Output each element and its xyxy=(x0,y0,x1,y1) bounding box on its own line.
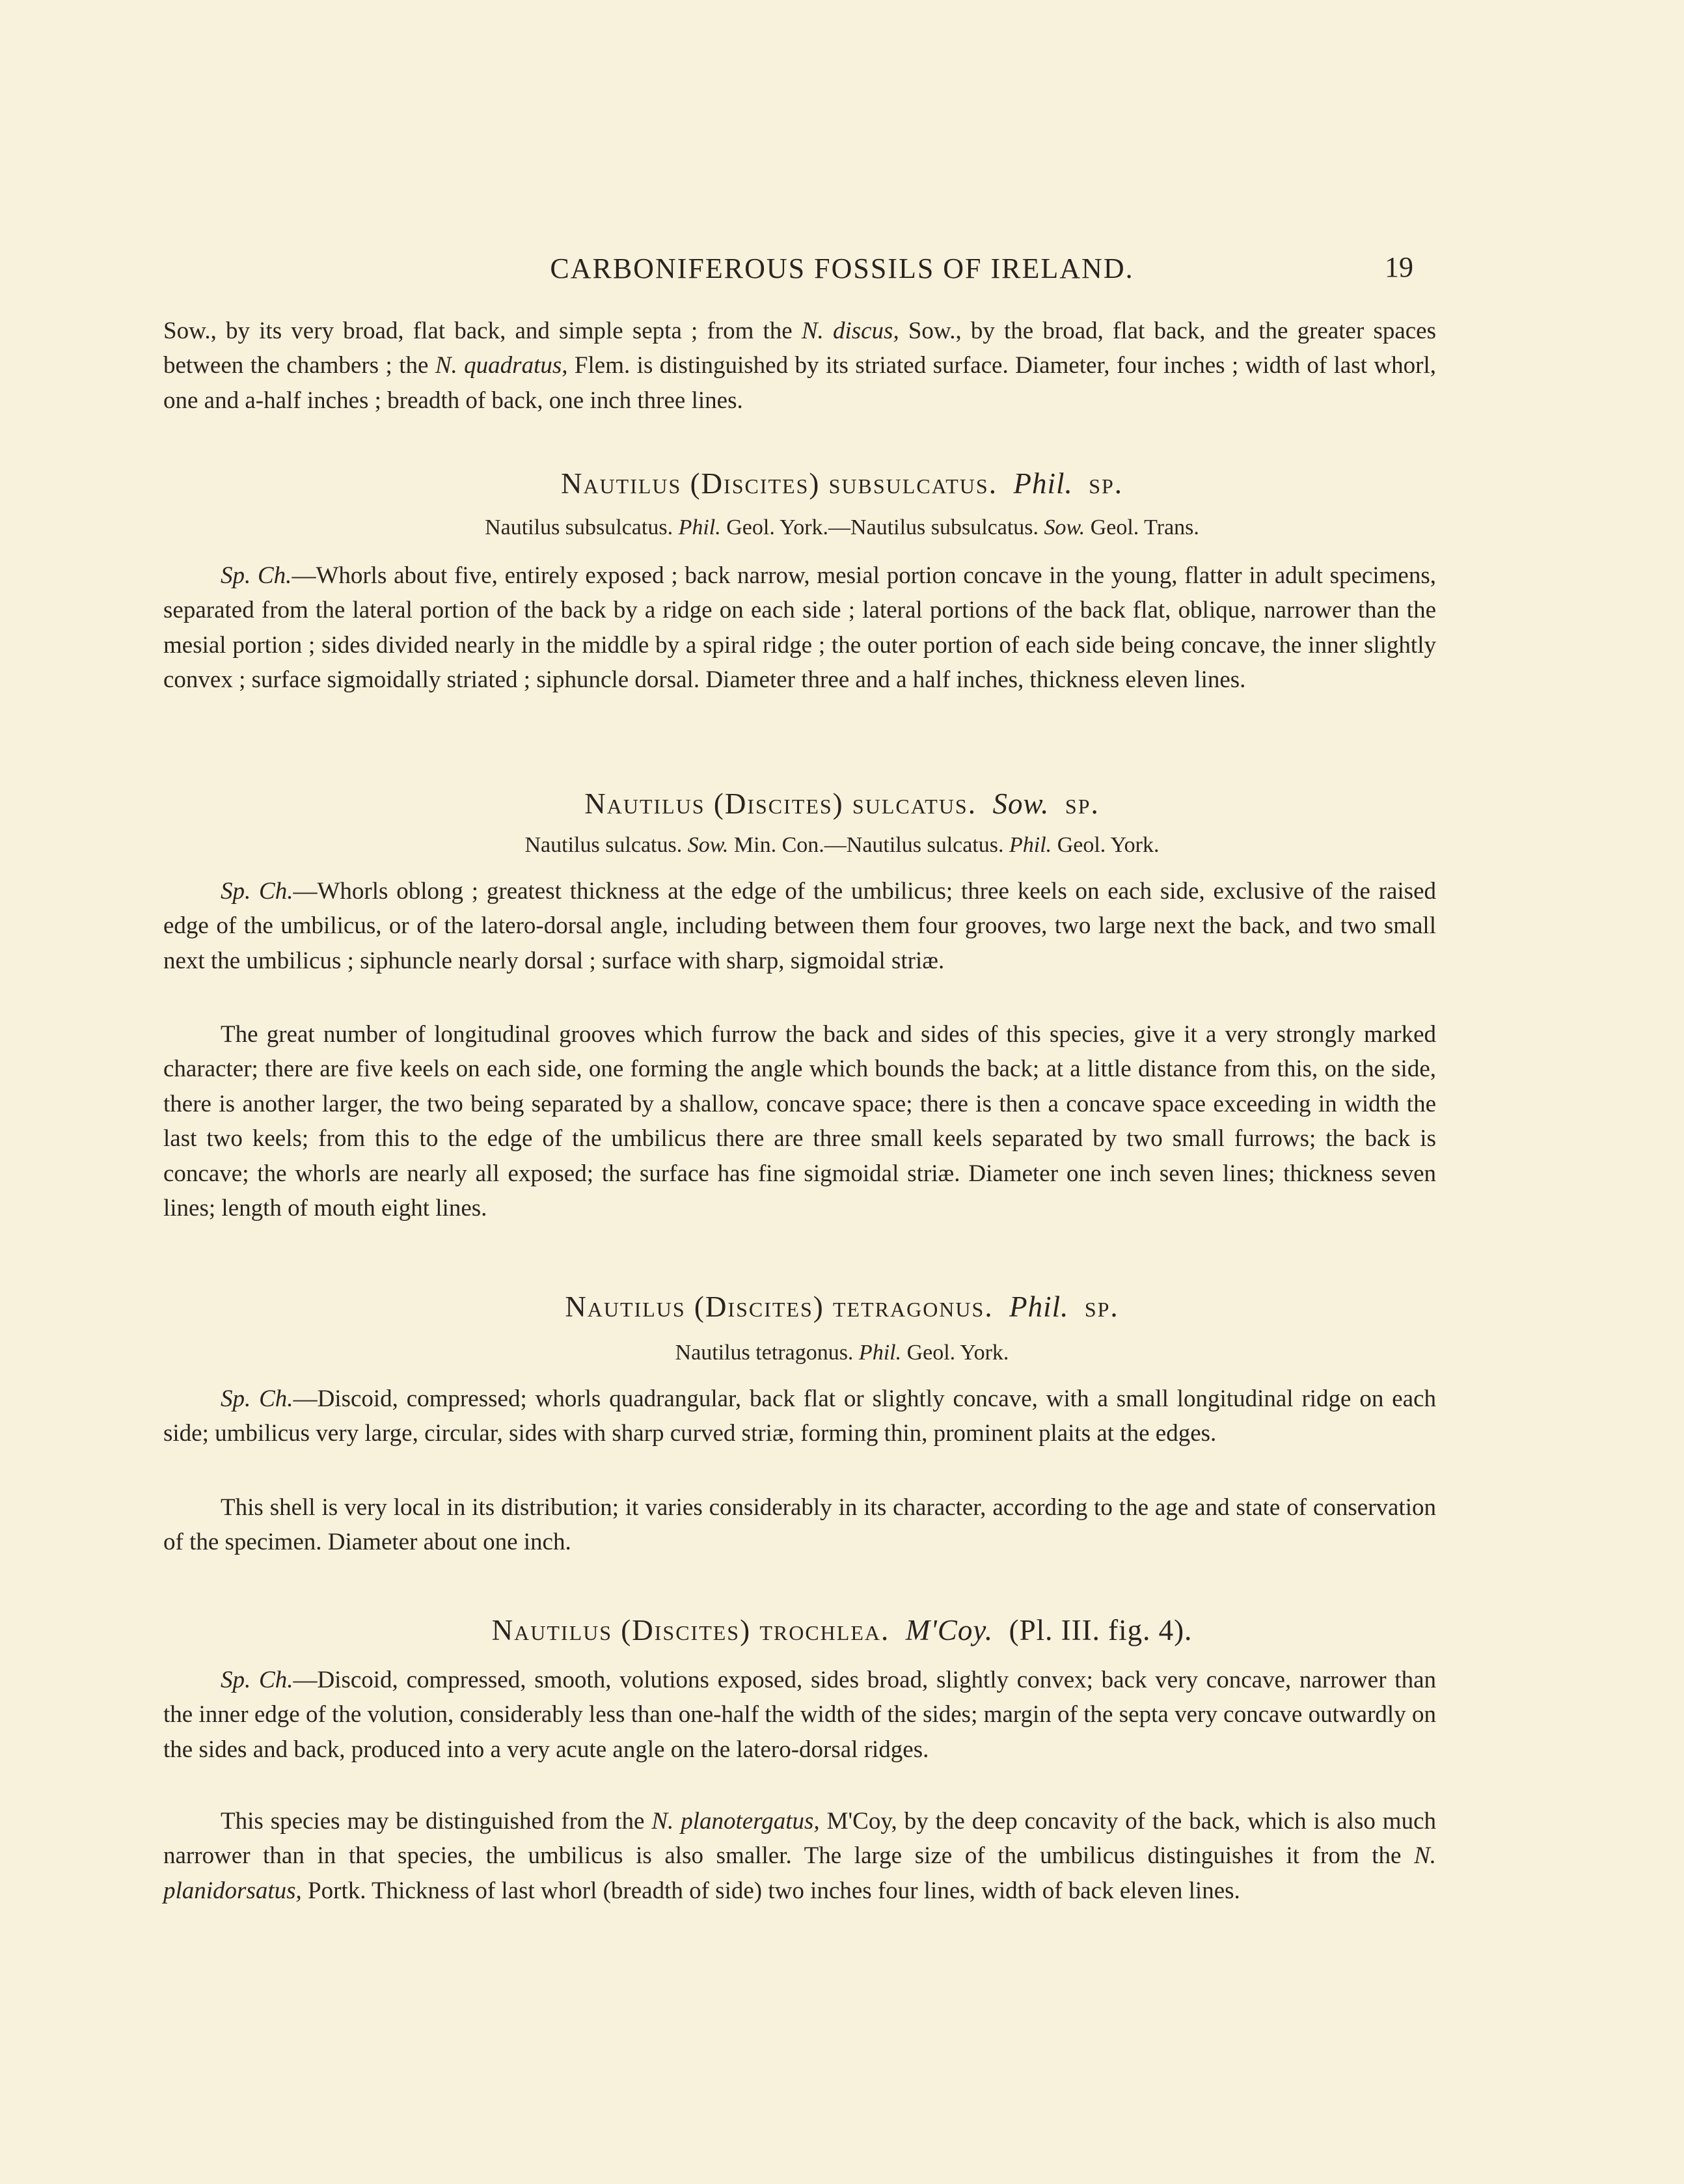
sp-ch-text: —Discoid, compressed, smooth, volutions exposed, sides broad, slightly convex; back very concave, narrower than the inner edge of the volution, considerably less than one-half the width of the sides; margin of the septa very concave outwardly on the sides and back, produced into a very acute angle on the latero-dorsal ridges. xyxy=(163,1667,1436,1763)
characters-trochlea xyxy=(163,1663,1436,1767)
intro-species-discus: N. discus, xyxy=(801,318,899,344)
species-author: M'Coy. xyxy=(905,1614,994,1646)
synonymy-author: Sow. xyxy=(1044,515,1085,539)
species-author: Phil. xyxy=(1009,1290,1069,1323)
synonymy-subsulcatus xyxy=(0,515,1684,540)
desc-species-planotergatus: N. planotergatus, xyxy=(651,1808,820,1835)
synonymy-sulcatus xyxy=(0,833,1684,858)
characters-subsulcatus xyxy=(163,558,1436,698)
desc-text-3: Portk. Thickness of last whorl (breadth of side) two inches four lines, width of back eleven lines. xyxy=(301,1877,1240,1904)
characters-tetragonus xyxy=(163,1382,1436,1451)
description-sulcatus: The great number of longitudinal grooves which furrow the back and sides of this species, give it a very strongly marked character; there are five keels on each side, one forming the angle which bounds the back; at a little distance from this, on the side, there is another larger, the two being separated by a shallow, concave space; there is then a concave space exceeding in width the last two keels; from this to the edge of the umbilicus there are three small keels separated by two small furrows; the back is concave; the whorls are nearly all exposed; the surface has fine sigmoidal striæ. Diameter one inch seven lines; thickness seven lines; length of mouth eight lines. xyxy=(163,1021,1436,1222)
species-heading-trochlea xyxy=(0,1613,1684,1647)
sp-ch-label: Sp. Ch. xyxy=(221,878,293,905)
sp-ch-text: —Whorls about five, entirely exposed ; back narrow, mesial portion concave in the young, flatter in adult specimens, separated from the lateral portion of the back by a ridge on each side ; lateral portions of the back flat, oblique, narrower than the mesial portion ; sides divided nearly in the middle by a spiral ridge ; the outer portion of each side being concave, the inner slightly convex ; surface sigmoidally striated ; siphuncle dorsal. Diameter three and a half inches, thickness eleven lines. xyxy=(163,562,1436,694)
synonymy-text: Geol. York. xyxy=(1057,833,1160,857)
sp-ch-label: Sp. Ch. xyxy=(221,1667,293,1693)
synonymy-text: Min. Con.—Nautilus sulcatus. xyxy=(733,833,1004,857)
desc-text-1: This species may be distinguished from the xyxy=(221,1808,652,1835)
species-name: Nautilus (Discites) tetragonus. xyxy=(565,1290,994,1323)
species-name: Nautilus (Discites) sulcatus. xyxy=(584,787,977,820)
species-heading-subsulcatus xyxy=(0,467,1684,500)
species-heading-tetragonus xyxy=(0,1290,1684,1324)
species-name: Nautilus (Discites) trochlea. xyxy=(491,1614,890,1646)
synonymy-text: Geol. York. xyxy=(906,1341,1009,1365)
intro-paragraph xyxy=(163,314,1436,418)
synonymy-text: Nautilus tetragonus. xyxy=(675,1341,854,1365)
intro-text-1: Sow., by its very broad, flat back, and simple septa ; from the xyxy=(163,318,802,344)
synonymy-tetragonus xyxy=(0,1341,1684,1365)
plate-reference: (Pl. III. fig. 4). xyxy=(1009,1614,1193,1646)
synonymy-text: Nautilus subsulcatus. xyxy=(485,515,673,539)
synonymy-text: Geol. York.—Nautilus subsulcatus. xyxy=(726,515,1039,539)
running-title: CARBONIFEROUS FOSSILS OF IRELAND. xyxy=(550,253,1134,284)
species-author: Sow. xyxy=(992,787,1050,820)
species-sp-mark: sp. xyxy=(1089,467,1124,500)
synonymy-author: Phil. xyxy=(1009,833,1052,857)
synonymy-author: Sow. xyxy=(687,833,729,857)
running-header xyxy=(0,249,1684,295)
synonymy-author: Phil. xyxy=(678,515,721,539)
page-number: 19 xyxy=(1385,251,1413,283)
species-sp-mark: sp. xyxy=(1065,787,1100,820)
synonymy-text: Nautilus sulcatus. xyxy=(524,833,683,857)
intro-species-quadratus: N. quadratus, xyxy=(435,352,568,379)
species-name: Nautilus (Discites) subsulcatus. xyxy=(560,467,998,500)
synonymy-author: Phil. xyxy=(858,1341,902,1365)
intro-text-3: Flem. is distinguished by its striated surface. Diameter, four inches ; width of last whorl, one and a-half inches ; breadth of back, one inch three lines. xyxy=(163,352,1436,414)
species-sp-mark: sp. xyxy=(1084,1290,1119,1323)
sp-ch-label: Sp. Ch. xyxy=(221,562,292,589)
sp-ch-text: —Discoid, compressed; whorls quadrangular, back flat or slightly concave, with a small longitudinal ridge on each side; umbilicus very large, circular, sides with sharp curved striæ, forming thin, prominent plaits at the edges. xyxy=(163,1385,1436,1447)
description-trochlea xyxy=(163,1804,1436,1908)
species-heading-sulcatus xyxy=(0,787,1684,821)
intro-text-2: Sow., by the broad, flat back, and the greater spaces between the chambers ; the xyxy=(163,318,1437,379)
desc-text-2: M'Coy, by the deep concavity of the back, which is also much narrower than in that species, the umbilicus is also smaller. The large size of the umbilicus distinguishes it from the xyxy=(163,1808,1436,1870)
description-tetragonus: This shell is very local in its distribution; it varies considerably in its character, according to the age and state of conservation of the specimen. Diameter about one inch. xyxy=(163,1494,1436,1556)
species-author: Phil. xyxy=(1013,467,1073,500)
desc-species-planidorsatus: N. planidorsatus, xyxy=(163,1842,1436,1904)
synonymy-text: Geol. Trans. xyxy=(1090,515,1199,539)
sp-ch-text: —Whorls oblong ; greatest thickness at the edge of the umbilicus; three keels on each side, exclusive of the raised edge of the umbilicus, or of the latero-dorsal angle, including between them four grooves, two large next the back, and two small next the umbilicus ; siphuncle nearly dorsal ; surface with sharp, sigmoidal striæ. xyxy=(163,878,1437,974)
sp-ch-label: Sp. Ch. xyxy=(221,1385,293,1412)
characters-sulcatus xyxy=(163,874,1436,978)
